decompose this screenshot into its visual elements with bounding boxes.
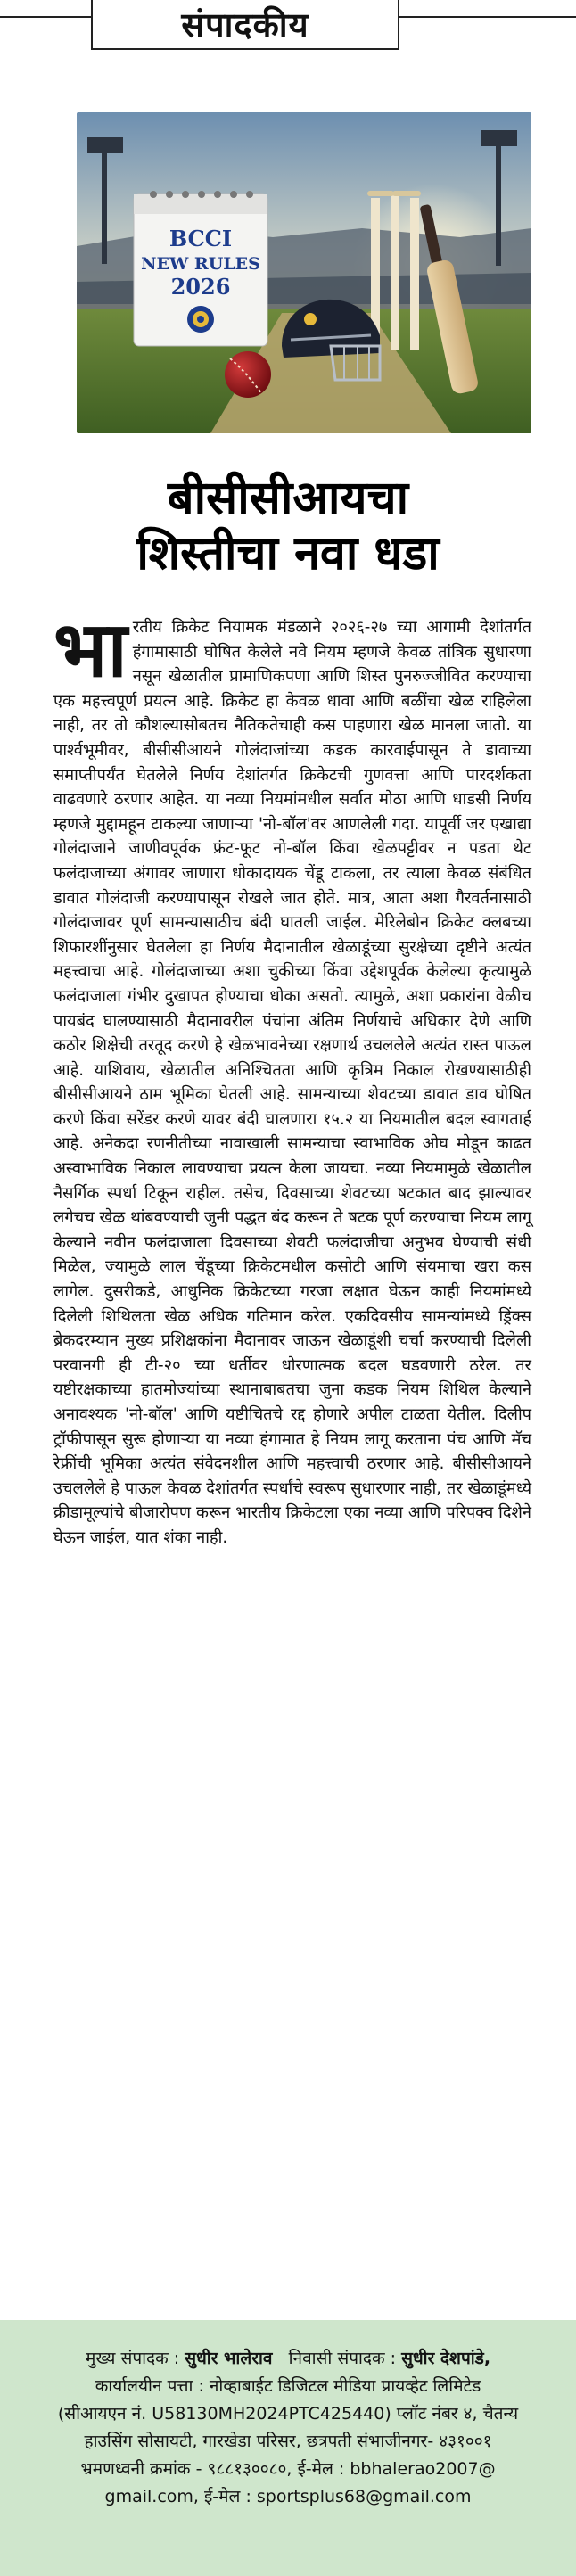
cricket-ball-icon	[225, 351, 271, 398]
resident-editor-name: सुधीर देशपांडे,	[401, 2349, 491, 2368]
office-line3: हाउसिंग सोसायटी, गारखेडा परिसर, छत्रपती संभाजीनगर- ४३१००१	[84, 2432, 492, 2451]
chief-editor-label: मुख्य संपादक :	[85, 2349, 180, 2368]
headline-line1: बीसीसीआयचा	[167, 472, 409, 525]
drop-cap: भा	[53, 605, 128, 695]
editors-row	[18, 2345, 558, 2373]
contact-line1: भ्रमणध्वनी क्रमांक - ९८८१३००८०, ई-मेल : bbhalerao2007@	[80, 2459, 496, 2479]
office-line2: (सीआयएन नं. U58130MH2024PTC425440) प्लॉट नंबर ४, चैतन्य	[57, 2404, 519, 2424]
calendar-graphic	[134, 191, 267, 346]
office-line1: कार्यालयीन पत्ता : नोव्हाबाईट डिजिटल मीडिया प्रायव्हेट लिमिटेड	[95, 2376, 481, 2396]
calendar-line2: NEW RULES	[141, 254, 260, 274]
article-body	[53, 605, 531, 1551]
chief-editor-name: सुधीर भालेराव	[185, 2349, 273, 2368]
hero-illustration	[77, 112, 531, 433]
credits-footer	[0, 2320, 576, 2576]
calendar-line1: BCCI	[169, 226, 233, 251]
resident-editor-label: निवासी संपादक :	[288, 2349, 397, 2368]
calendar-line3: 2026	[170, 274, 231, 300]
section-heading: संपादकीय	[91, 0, 399, 50]
headline-line2: शिस्तीचा नवा धडा	[136, 527, 440, 580]
contact-line2: gmail.com, ई-मेल : sportsplus68@gmail.com	[104, 2487, 472, 2506]
headline	[18, 471, 558, 581]
article-text: रतीय क्रिकेट नियामक मंडळाने २०२६-२७ च्या आगामी देशांतर्गत हंगामासाठी घोषित केलेले नवे नियम म्हणजे केवळ तांत्रिक सुधारणा नसून खेळातील प्रामाणिकपणा आणि शिस्त पुनरुज्जीवित करण्याचा एक महत्त्वपूर्ण प्रयत्न आहे. क्रिकेट हा केवळ धावा आणि बळींचा खेळ राहिलेला नाही, तर तो कौशल्यासोबतच नैतिकतेचाही कस पाहणारा खेळ मानला जातो. या पार्श्वभूमीवर, बीसीसीआयने गोलंदाजांच्या कडक कारवाईपासून ते डावाच्या समाप्तीपर्यंत घेतलेले निर्णय देशांतर्गत क्रिकेटची गुणवत्ता आणि पारदर्शकता वाढवणारे ठरणार आहेत. या नव्या नियमांमधील सर्वात मोठा आणि धाडसी निर्णय म्हणजे मुद्दामहून टाकल्या जाणाऱ्या 'नो-बॉल'वर आणलेली गदा. यापूर्वी जर एखाद्या गोलंदाजाने जाणीवपूर्वक फ्रंट-फूट नो-बॉल किंवा खेळपट्टीवर न पडता थेट फलंदाजाच्या अंगावर जाणारा धोकादायक चेंडू टाकला, तर त्याला केवळ संबंधित डावात गोलंदाजी करण्यापासून रोखले जात होते. मात्र, आता अशा गैरवर्तनासाठी गोलंदाजावर पूर्ण सामन्यासाठीच बंदी घातली जाईल. मेरिलेबोन क्रिकेट क्लबच्या शिफारशींनुसार घेतलेला हा निर्णय मैदानातील खेळाडूंच्या सुरक्षेच्या दृष्टीने अत्यंत महत्त्वाचा आहे. गोलंदाजाच्या अशा चुकीच्या किंवा उद्देशपूर्वक केलेल्या कृत्यामुळे फलंदाजाला गंभीर दुखापत होण्याचा धोका असतो. त्यामुळे, अशा प्रकारांना वेळीच पायबंद घालण्यासाठी मैदानावरील पंचांना अंतिम निर्णयाचे अधिकार देणे आणि कठोर शिक्षेची तरतूद करणे हे खेळभावनेच्या रक्षणार्थ उचललेले अत्यंत रास्त पाऊल आहे. याशिवाय, खेळातील अनिश्चितता आणि कृत्रिम निकाल रोखण्यासाठीही बीसीसीआयने ठाम भूमिका घेतली आहे. सामन्याच्या शेवटच्या डावात डाव घोषित करणे किंवा सरेंडर करणे यावर बंदी घालणारा १५.२ या नियमातील बदल स्वागतार्ह आहे. अनेकदा रणनीतीच्या नावाखाली सामन्याचा स्वाभाविक ओघ मोडून काढत अस्वाभाविक निकाल लावण्याचा प्रयत्न केला जायचा. नव्या नियमामुळे खेळातील नैसर्गिक स्पर्धा टिकून राहील. तसेच, दिवसाच्या शेवटच्या षटकात बाद झाल्यावर लगेचच खेळ थांबवण्याची जुनी पद्धत बंद करून ते षटक पूर्ण करण्याचा नियम लागू केल्याने नवीन फलंदाजाला दिवसाच्या शेवटी फलंदाजीचा अनुभव घेण्याची संधी मिळेल, ज्यामुळे लाल चेंडूच्या क्रिकेटमधील कसोटी आणि संयमाचा खरा कस लागेल. दुसरीकडे, आधुनिक क्रिकेटच्या गरजा लक्षात घेऊन काही नियमांमध्ये दिलेली शिथिलता खेळ अधिक गतिमान करेल. एकदिवसीय सामन्यांमध्ये ड्रिंक्स ब्रेकदरम्यान मुख्य प्रशिक्षकांना मैदानावर जाऊन खेळाडूंशी चर्चा करण्याची दिलेली परवानगी ही टी-२० च्या धर्तीवर धोरणात्मक बदल घडवणारी ठरेल. तर यष्टीरक्षकाच्या हातमोज्यांच्या स्थानाबाबतचा जुना कडक नियम शिथिल केल्याने अनावश्यक 'नो-बॉल' आणि यष्टीचितचे रद्द होणारे अपील टाळता येतील. दिलीप ट्रॉफीपासून सुरू होणाऱ्या या नव्या हंगामात हे नियम लागू करताना पंच आणि मॅच रेफ्रींची भूमिका अत्यंत संवेदनशील आणि महत्त्वाची ठरणार आहे. बीसीसीआयने उचललेले हे पाऊल केवळ देशांतर्गत स्पर्धांचे स्वरूप सुधारणार नाही, तर खेळाडूंमध्ये क्रीडामूल्यांचे बीजारोपण करून भारतीय क्रिकेटला एका नव्या आणि परिपक्व दिशेने घेऊन जाईल, यात शंका नाही.	[53, 618, 531, 1547]
